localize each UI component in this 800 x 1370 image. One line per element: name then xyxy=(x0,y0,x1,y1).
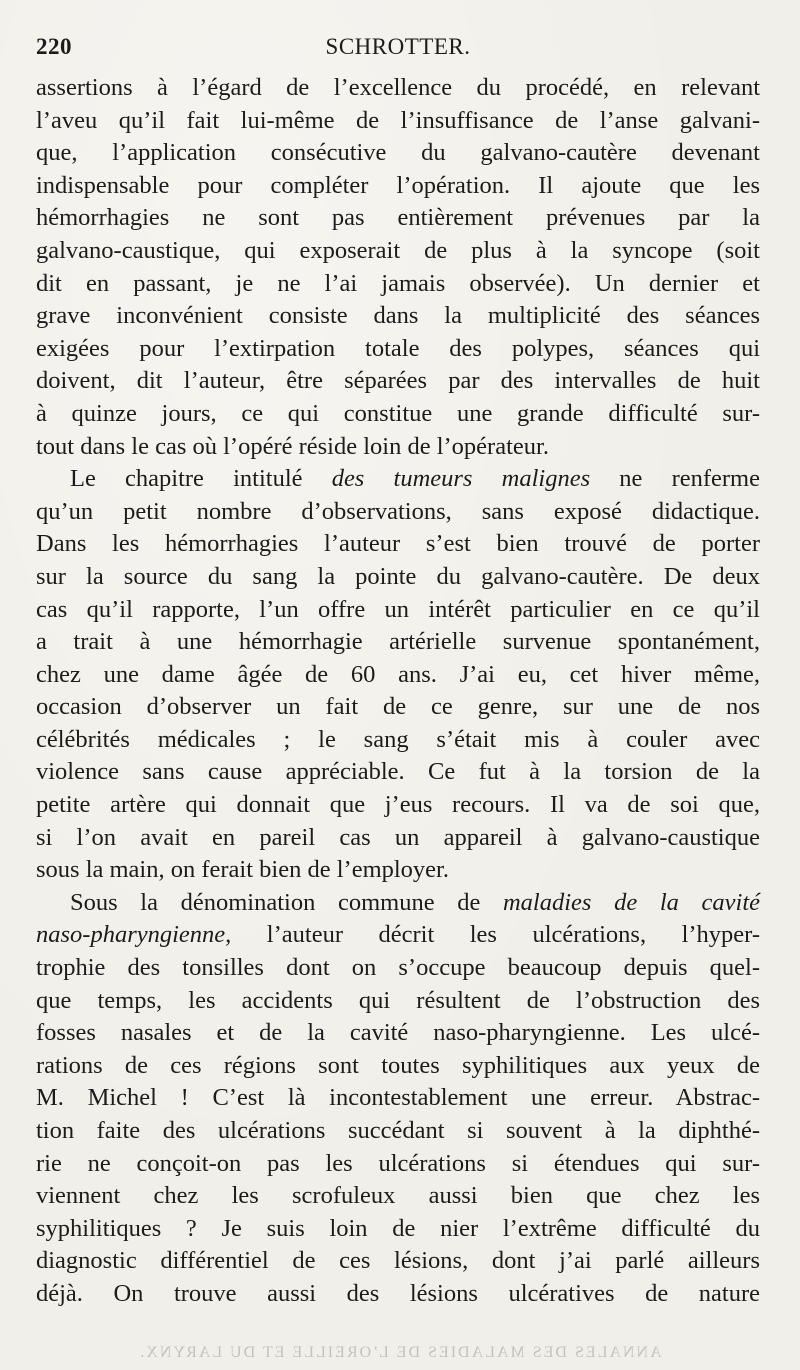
text-line: indispensable pour compléter l’opération. Il ajoute que les xyxy=(36,171,760,199)
text-line: déjà. On trouve aussi des lésions ulcératives de nature xyxy=(36,1279,760,1307)
text-line: rie ne conçoit-on pas les ulcérations si étendues qui sur- xyxy=(36,1149,760,1177)
text-line: Dans les hémorrhagies l’auteur s’est bien trouvé de porter xyxy=(36,530,760,558)
text-line: tion faite des ulcérations succédant si souvent à la diphthé- xyxy=(36,1117,760,1144)
text-line: dit en passant, je ne l’ai jamais observée). Un dernier et xyxy=(36,269,760,297)
text-line: viennent chez les scrofuleux aussi bien que chez les xyxy=(36,1182,760,1210)
page-header xyxy=(36,34,760,64)
text-line: naso-pharyngienne, l’auteur décrit les ulcérations, l’hyper- xyxy=(36,921,760,949)
text-line: cas qu’il rapporte, l’un offre un intérêt particulier en ce qu’il xyxy=(36,595,760,623)
text-line: violence sans cause appréciable. Ce fut à la torsion de la xyxy=(36,758,760,786)
text-line: l’aveu qu’il fait lui-même de l’insuffisance de l’anse galvani- xyxy=(36,106,760,134)
text-line: trophie des tonsilles dont on s’occupe beaucoup depuis quel- xyxy=(36,954,760,982)
text-line: rations de ces régions sont toutes syphilitiques aux yeux de xyxy=(36,1051,760,1079)
text-line: galvano-caustique, qui exposerait de plus à la syncope (soit xyxy=(36,236,760,264)
body-text xyxy=(36,72,760,1311)
text-line: que, l’application consécutive du galvano-cautère devenant xyxy=(36,139,760,167)
running-head: SCHROTTER. xyxy=(325,34,471,59)
text-line: que temps, les accidents qui résultent de l’obstruction des xyxy=(36,986,760,1014)
text-line: hémorrhagies ne sont pas entièrement prévenues par la xyxy=(36,204,760,232)
text-line: chez une dame âgée de 60 ans. J’ai eu, cet hiver même, xyxy=(36,660,760,688)
text-line: assertions à l’égard de l’excellence du procédé, en relevant xyxy=(36,74,760,101)
text-line: Sous la dénomination commune de maladies de la cavité xyxy=(70,888,760,916)
text-line: à quinze jours, ce qui constitue une grande difficulté sur- xyxy=(36,399,760,427)
text-line: syphilitiques ? Je suis loin de nier l’extrême difficulté du xyxy=(36,1214,760,1242)
text-line: exigées pour l’extirpation totale des polypes, séances qui xyxy=(36,334,760,362)
bleed-through-text: ANNALES DES MALADIES DE L’OREILLE ET DU LARYNX. xyxy=(138,1344,662,1361)
text-line: occasion d’observer un fait de ce genre, sur une de nos xyxy=(36,693,760,721)
text-line: petite artère qui donnait que j’eus recours. Il va de soi que, xyxy=(36,791,760,819)
text-line: célébrités médicales ; le sang s’était mis à couler avec xyxy=(36,725,760,753)
text-line: sous la main, on ferait bien de l’employer. xyxy=(36,856,449,884)
text-line: qu’un petit nombre d’observations, sans exposé didactique. xyxy=(36,497,760,525)
page-number: 220 xyxy=(36,34,72,59)
text-line: doivent, dit l’auteur, être séparées par des intervalles de huit xyxy=(36,367,760,395)
text-line: fosses nasales et de la cavité naso-pharyngienne. Les ulcé- xyxy=(36,1019,760,1047)
text-line: si l’on avait en pareil cas un appareil à galvano-caustique xyxy=(36,823,760,851)
text-line: a trait à une hémorrhagie artérielle survenue spontanément, xyxy=(36,628,760,656)
text-line: Le chapitre intitulé des tumeurs malignes ne renferme xyxy=(70,465,760,493)
text-line: M. Michel ! C’est là incontestablement une erreur. Abstrac- xyxy=(36,1084,760,1112)
text-line: diagnostic différentiel de ces lésions, dont j’ai parlé ailleurs xyxy=(36,1247,760,1275)
text-line: tout dans le cas où l’opéré réside loin de l’opérateur. xyxy=(36,432,549,460)
text-line: sur la source du sang la pointe du galvano-cautère. De deux xyxy=(36,562,760,590)
text-line: grave inconvénient consiste dans la multiplicité des séances xyxy=(36,302,760,330)
